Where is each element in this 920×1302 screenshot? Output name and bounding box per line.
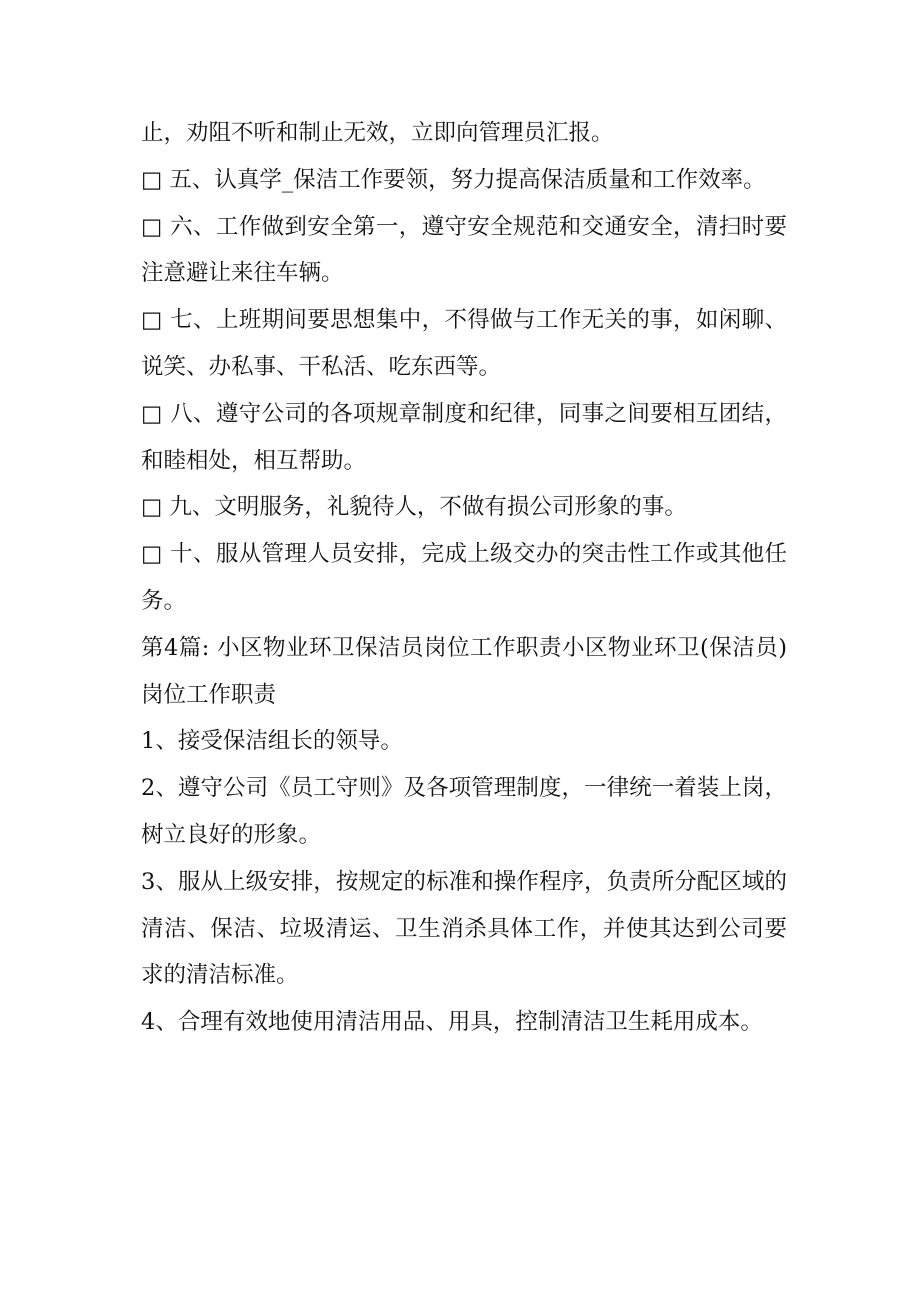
section-heading: 第4篇: 小区物业环卫保洁员岗位工作职责小区物业环卫(保洁员)岗位工作职责: [141, 634, 787, 708]
duty-item-4: 4、合理有效地使用清洁用品、用具，控制清洁卫生耗用成本。: [141, 1009, 763, 1036]
rule-item-7: □ 七、上班期间要思想集中，不得做与工作无关的事，如闲聊、说笑、办私事、干私活、吃东西等。: [141, 307, 787, 380]
document-body: [141, 110, 787, 1046]
rule-item-8: □ 八、遵守公司的各项规章制度和纪律，同事之间要相互团结，和睦相处，相互帮助。: [141, 400, 787, 474]
duty-item-3: 3、服从上级安排，按规定的标准和操作程序，负责所分配区域的清洁、保洁、垃圾清运、卫生消杀具体工作，并使其达到公司要求的清洁标准。: [141, 868, 787, 989]
paragraph-continuation: 止，劝阻不听和制止无效，立即向管理员汇报。: [141, 120, 614, 146]
rule-item-5: □ 五、认真学_保洁工作要领，努力提高保洁质量和工作效率。: [141, 166, 766, 193]
rule-item-9: □ 九、文明服务，礼貌待人，不做有损公司形象的事。: [141, 494, 687, 521]
rule-item-6: □ 六、工作做到安全第一，遵守安全规范和交通安全，清扫时要注意避让来往车辆。: [141, 213, 787, 287]
rule-item-10: □ 十、服从管理人员安排，完成上级交办的突击性工作或其他任务。: [141, 541, 787, 614]
duty-item-1: 1、接受保洁组长的领导。: [141, 728, 403, 755]
duty-item-2: 2、遵守公司《员工守则》及各项管理制度，一律统一着装上岗，树立良好的形象。: [141, 775, 787, 848]
